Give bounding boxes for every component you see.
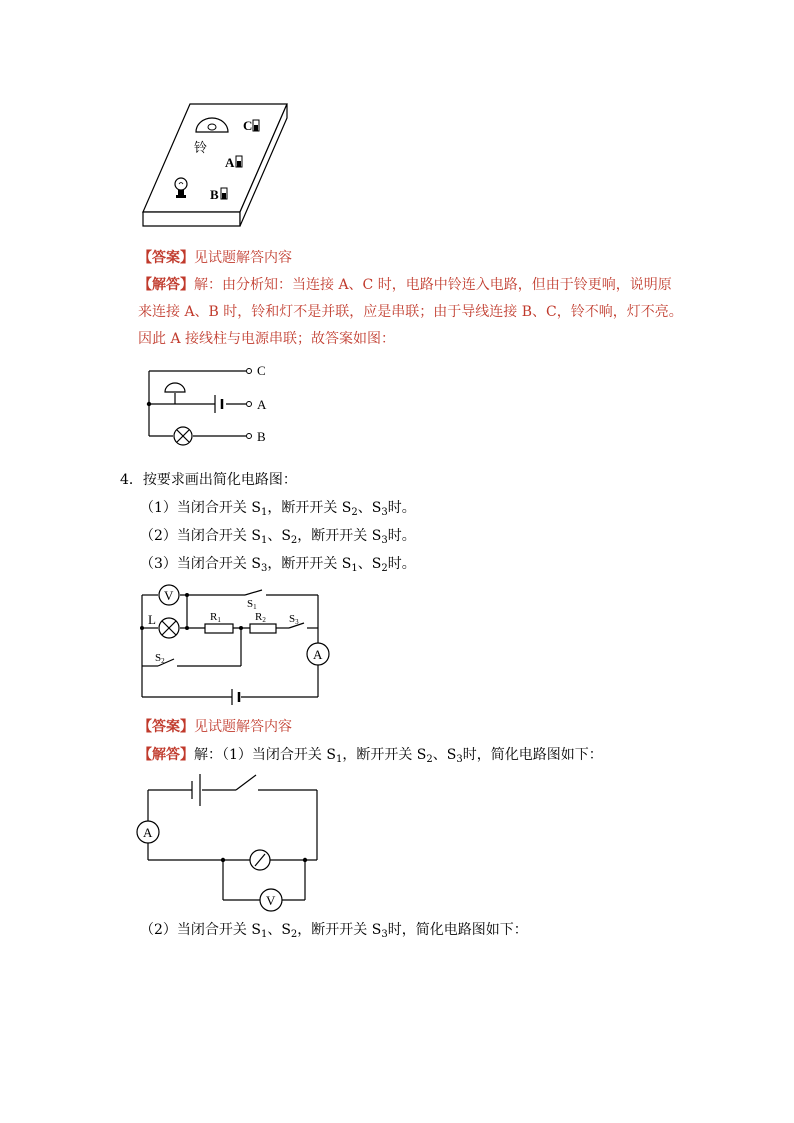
switch-s1-label: S1 — [247, 598, 257, 611]
analysis-line1: 解：由分析知：当连接 A、C 时，电路中铃连入电路，但由于铃更响，说明原 — [194, 277, 672, 293]
voltmeter-icon — [260, 889, 282, 911]
answer2-analysis-line1: 【解答】解：（1）当闭合开关 $S_1$，断开开关 $S_2$、$S_3$时，简化电路图如下： — [138, 747, 603, 765]
answer1-analysis-line3: 因此 A 接线柱与电源串联；故答案如图： — [138, 331, 396, 347]
terminal-c-label: C — [243, 118, 253, 133]
resistor-r1-label: R1 — [210, 611, 221, 624]
lamp-icon — [250, 850, 270, 870]
battery-icon — [192, 774, 200, 806]
answer2-part2-line: （2）当闭合开关 $S_1$、$S_2$，断开开关 $S_3$时，简化电路图如下： — [140, 922, 528, 940]
answer-text: 见试题解答内容 — [194, 719, 292, 735]
analysis-tag: 【解答】 — [138, 277, 194, 293]
switch-s3-label: S3 — [289, 613, 299, 626]
circuit1-label-c: C — [257, 363, 266, 378]
svg-text:A: A — [143, 825, 153, 840]
lamp-label: L — [148, 612, 156, 627]
question4-item2: （2）当闭合开关 $S_1$、$S_2$，断开开关 $S_3$时。 — [140, 528, 416, 546]
answer-tag: 【答案】 — [138, 719, 194, 735]
answer1-analysis-line2: 来连接 A、B 时，铃和灯不是并联，应是串联；由于导线连接 B、C，铃不响，灯不亮。 — [138, 304, 683, 320]
circuit1-label-b: B — [257, 429, 266, 444]
svg-text:V: V — [266, 893, 276, 908]
terminal-b-label: B — [210, 187, 219, 202]
question4-item3: （3）当闭合开关 $S_3$，断开开关 $S_1$、$S_2$时。 — [140, 556, 416, 574]
svg-text:A: A — [313, 647, 323, 662]
ammeter-icon — [137, 821, 159, 843]
bell-label: 铃 — [194, 140, 208, 155]
terminal-a-label: A — [225, 155, 235, 170]
switch-s2-label: S2 — [155, 652, 165, 665]
question4-stem: 4．按要求画出简化电路图： — [120, 472, 297, 488]
analysis-tag: 【解答】 — [138, 747, 194, 763]
resistor-r2-label: R2 — [255, 611, 266, 624]
svg-text:V: V — [164, 588, 174, 603]
answer-text: 见试题解答内容 — [194, 250, 292, 266]
circuit1-label-a: A — [257, 397, 267, 412]
question4-item1: （1）当闭合开关 $S_1$，断开开关 $S_2$、$S_3$时。 — [140, 500, 416, 518]
answer-tag: 【答案】 — [138, 250, 194, 266]
